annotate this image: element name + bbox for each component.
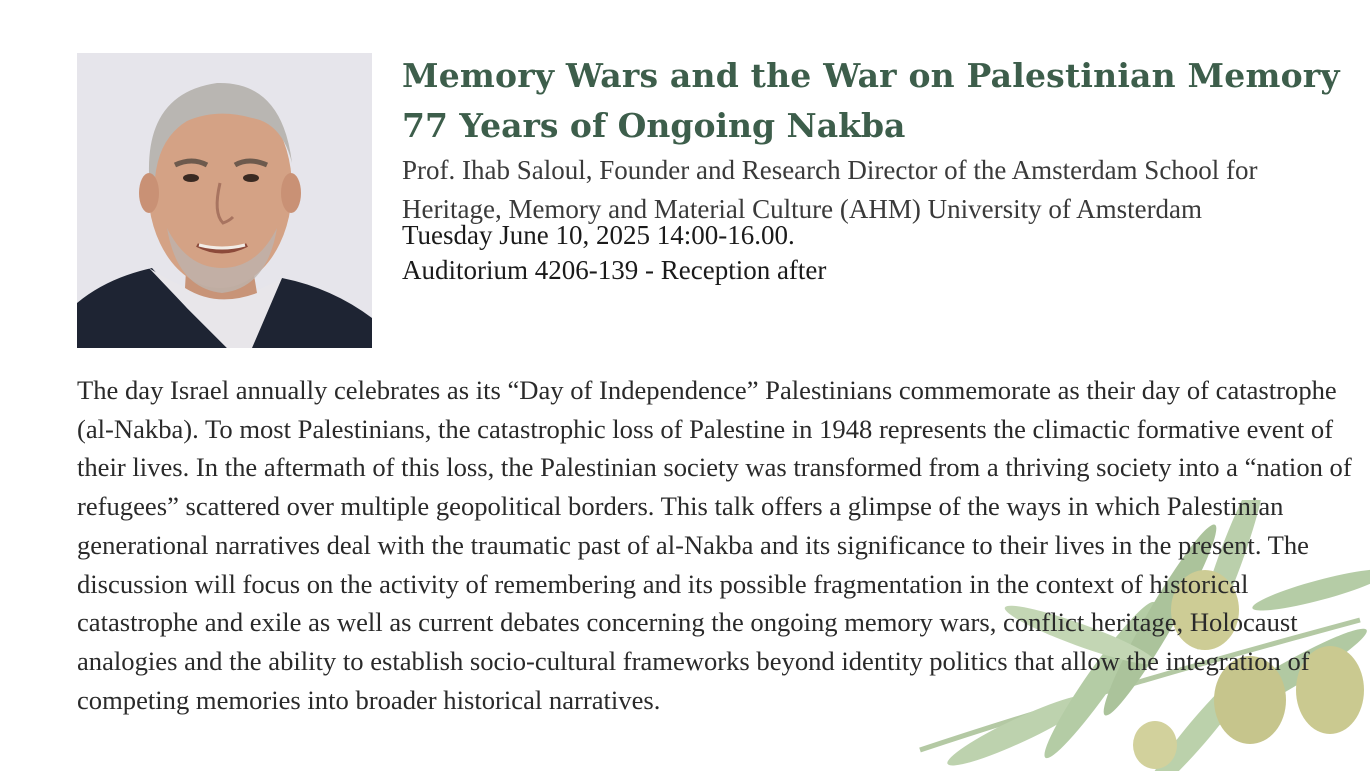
- speaker-photo: [77, 53, 372, 348]
- event-subtitle: 77 Years of Ongoing Nakba: [402, 106, 906, 145]
- speaker-info: Prof. Ihab Saloul, Founder and Research Director of the Amsterdam School for Heritage, Memory and Material Culture (AHM) University of Amsterdam: [402, 155, 1258, 224]
- speaker-portrait: [77, 53, 372, 348]
- event-date-time: Tuesday June 10, 2025 14:00-16.00.: [402, 220, 795, 250]
- event-abstract: The day Israel annually celebrates as its “Day of Independence” Palestinians commemorate as their day of catastrophe (al-Nakba). To most Palestinians, the catastrophic loss of Palestine in 1948 represents the climactic formative event of their lives. In the aftermath of this loss, the Palestinian society was transformed from a thriving society into a “nation of refugees” scattered over multiple geopolitical borders. This talk offers a glimpse of the ways in which Palestinian generational narratives deal with the traumatic past of al-Nakba and its significance to their lives in the present. The discussion will focus on the activity of remembering and its possible fragmentation in the context of historical catastrophe and exile as well as current debates concerning the ongoing memory wars, conflict heritage, Holocaust analogies and the ability to establish socio-cultural frameworks beyond identity politics that allow the integration of competing memories into broader historical narratives.: [77, 375, 1352, 715]
- event-header: [402, 50, 1352, 288]
- event-title: Memory Wars and the War on Palestinian Memory: [402, 56, 1340, 95]
- event-venue: Auditorium 4206-139 - Reception after: [402, 255, 827, 285]
